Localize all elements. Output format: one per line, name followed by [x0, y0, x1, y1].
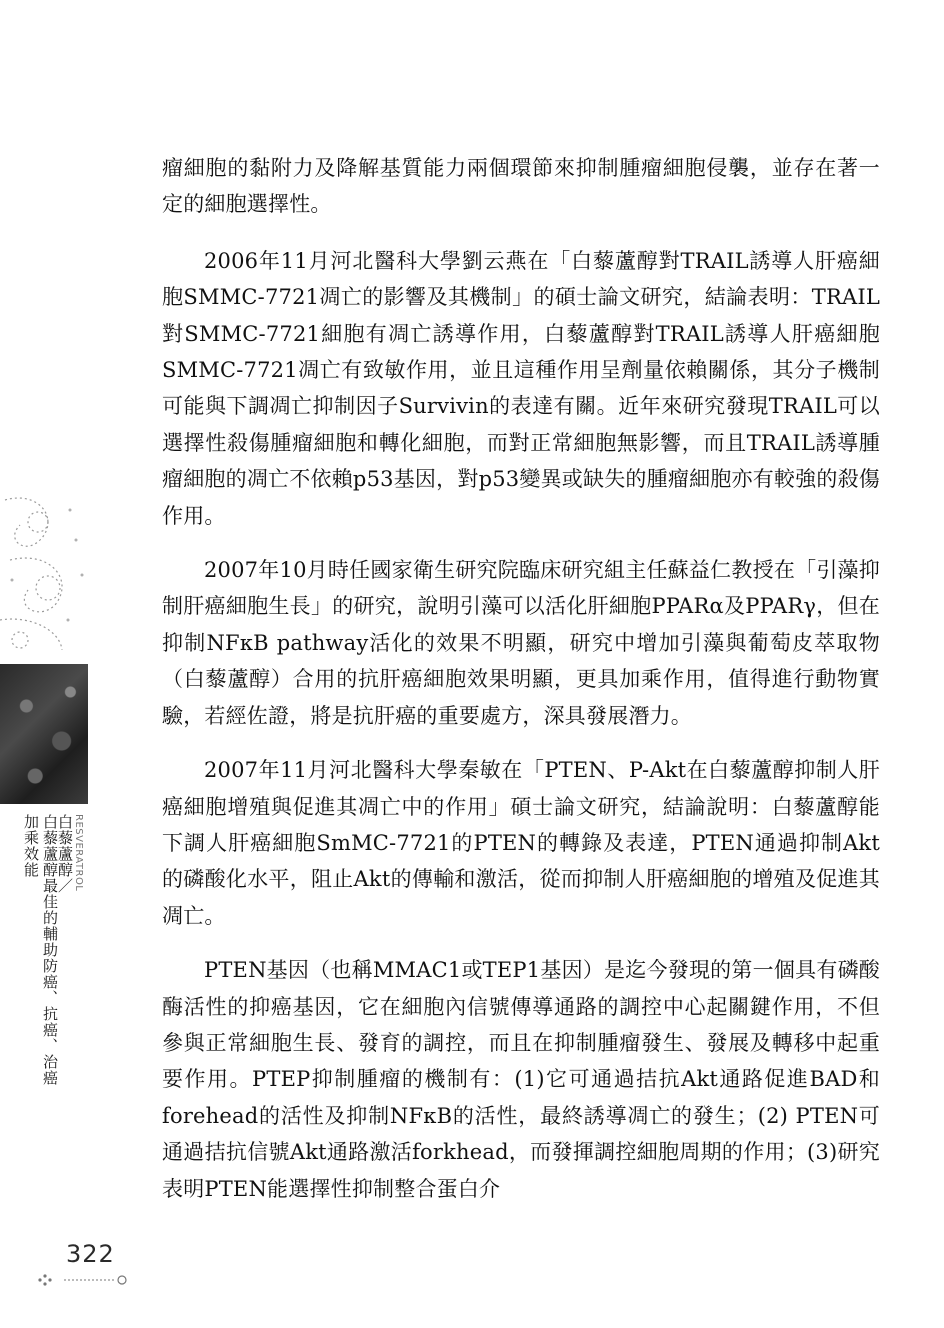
paragraph: PTEN基因（也稱MMAC1或TEP1基因）是迄今發現的第一個具有磷酸酶活性的抑癌基因，它在細胞內信號傳導通路的調控中心起關鍵作用，不但參與正常細胞生長、發育的調控，而且在抑制腫瘤發生、發展及轉移中起重要作用。PTEP抑制腫瘤的機制有：(1)它可通過拮抗Akt通路促進BAD和forehead的活性及抑制NFκB的活性，最終誘導凋亡的發生；(2) PTEN可通過拮抗信號Akt通路激活forkhead，而發揮調控細胞周期的作用；(3)研究表明PTEN能選擇性抑制整合蛋白介 — [162, 958, 880, 1201]
side-photo — [0, 664, 88, 804]
page-number: 322 — [66, 1240, 115, 1268]
paragraph: 2006年11月河北醫科大學劉云燕在「白藜蘆醇對TRAIL誘導人肝癌細胞SMMC-7721凋亡的影響及其機制」的碩士論文研究，結論表明：TRAIL對SMMC-7721細胞有凋亡誘導作用，白藜蘆醇對TRAIL誘導人肝癌細胞SMMC-7721凋亡有致敏作用，並且這種作用呈劑量依賴關係，其分子機制可能與下調凋亡抑制因子Survivin的表達有關。近年來研究發現TRAIL可以選擇性殺傷腫瘤細胞和轉化細胞，而對正常細胞無影響，而且TRAIL誘導腫瘤細胞的凋亡不依賴p53基因，對p53變異或缺失的腫瘤細胞亦有較強的殺傷作用。 — [162, 248, 880, 528]
folio-ornament — [36, 1264, 136, 1288]
vertical-book-title — [10, 814, 84, 1214]
body-text — [162, 150, 880, 1225]
paragraph: 瘤細胞的黏附力及降解基質能力兩個環節來抑制腫瘤細胞侵襲，並存在著一定的細胞選擇性。 — [162, 156, 880, 217]
book-title-sub: 白藜蘆醇最佳的輔助防癌、抗癌、治癌 — [41, 814, 59, 1086]
book-title-tail: 加乘效能 — [22, 814, 40, 878]
book-title-main: 白藜蘆醇／ — [56, 814, 74, 894]
paragraph: 2007年11月河北醫科大學秦敏在「PTEN、P-Akt在白藜蘆醇抑制人肝癌細胞增殖與促進其凋亡中的作用」碩士論文研究，結論說明：白藜蘆醇能下調人肝癌細胞SmMC-7721的PTEN的轉錄及表達，PTEN通過抑制Akt的磷酸化水平，阻止Akt的傳輸和激活，從而抑制人肝癌細胞的增殖及促進其凋亡。 — [162, 758, 880, 928]
latin-title: RESVERATROL — [73, 814, 84, 892]
paragraph: 2007年10月時任國家衛生研究院臨床研究組主任蘇益仁教授在「引藻抑制肝癌細胞生長」的研究，說明引藻可以活化肝細胞PPARα及PPARγ，但在抑制NFκB pathway活化的效果不明顯，研究中增加引藻與葡萄皮萃取物（白藜蘆醇）合用的抗肝癌細胞效果明顯，更具加乘作用，值得進行動物實驗，若經佐證，將是抗肝癌的重要處方，深具發展潛力。 — [162, 558, 880, 728]
